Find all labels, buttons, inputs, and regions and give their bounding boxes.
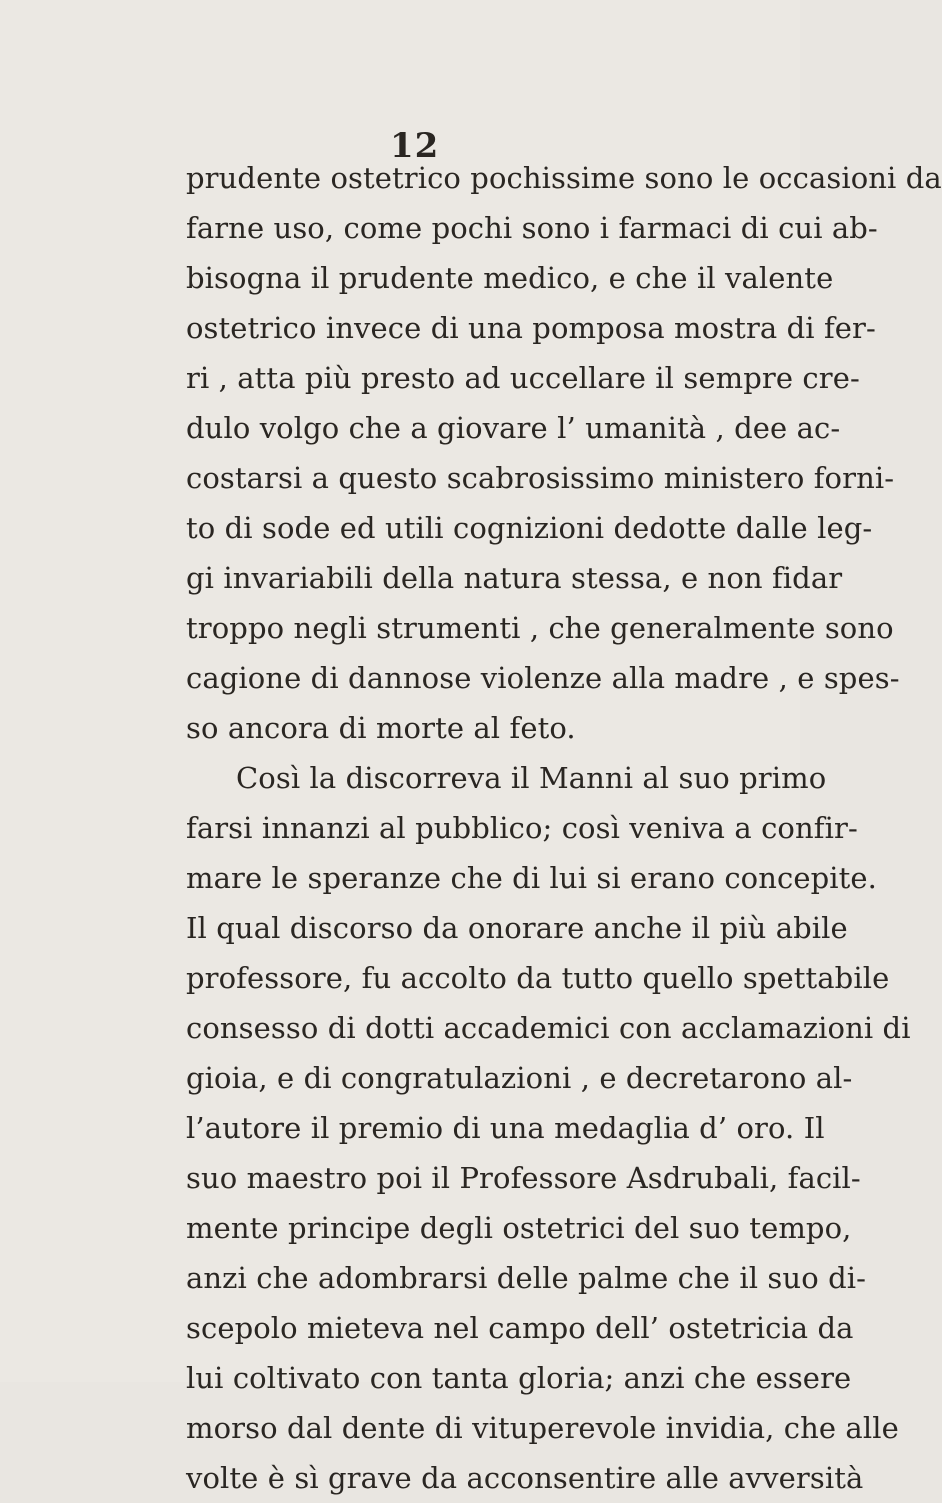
text-line: Così la discorreva il Manni al suo primo [236,761,827,795]
text-line: ri , atta più presto ad uccellare il sempre cre- [186,361,860,395]
text-line: professore, fu accolto da tutto quello spettabile [186,961,890,995]
text-line: mente principe degli ostetrici del suo tempo, [186,1211,852,1245]
page-number: 12 [390,126,440,166]
text-line: Il qual discorso da onorare anche il più abile [186,911,848,945]
text-line: so ancora di morte al feto. [186,711,576,745]
text-line: troppo negli strumenti , che generalmente sono [186,611,894,645]
text-line: farne uso, come pochi sono i farmaci di cui ab- [186,211,878,245]
text-line: cagione di dannose violenze alla madre , e spes- [186,661,900,695]
text-line: to di sode ed utili cognizioni dedotte dalle leg- [186,511,873,545]
text-line: gioia, e di congratulazioni , e decretarono al- [186,1061,853,1095]
text-line: gi invariabili della natura stessa, e non fidar [186,561,843,595]
text-line: consesso di dotti accademici con acclamazioni di [186,1011,911,1045]
text-line: prudente ostetrico pochissime sono le occasioni da [186,161,942,195]
text-line: volte è sì grave da acconsentire alle avversità [186,1461,864,1495]
text-line: l’autore il premio di una medaglia d’ oro. Il [186,1111,825,1145]
body-text [186,153,942,1503]
text-line: costarsi a questo scabrosissimo ministero forni- [186,461,895,495]
text-line: mare le speranze che di lui si erano concepite. [186,861,877,895]
text-line: morso dal dente di vituperevole invidia, che alle [186,1411,899,1445]
text-line: suo maestro poi il Professore Asdrubali, facil- [186,1161,861,1195]
text-line: dulo volgo che a giovare l’ umanità , dee ac- [186,411,841,445]
text-line: farsi innanzi al pubblico; così veniva a confir- [186,811,858,845]
text-line: bisogna il prudente medico, e che il valente [186,261,834,295]
text-line: anzi che adombrarsi delle palme che il suo di- [186,1261,867,1295]
text-line: lui coltivato con tanta gloria; anzi che essere [186,1361,852,1395]
text-line: ostetrico invece di una pomposa mostra di fer- [186,311,876,345]
text-line: scepolo mieteva nel campo dell’ ostetricia da [186,1311,854,1345]
